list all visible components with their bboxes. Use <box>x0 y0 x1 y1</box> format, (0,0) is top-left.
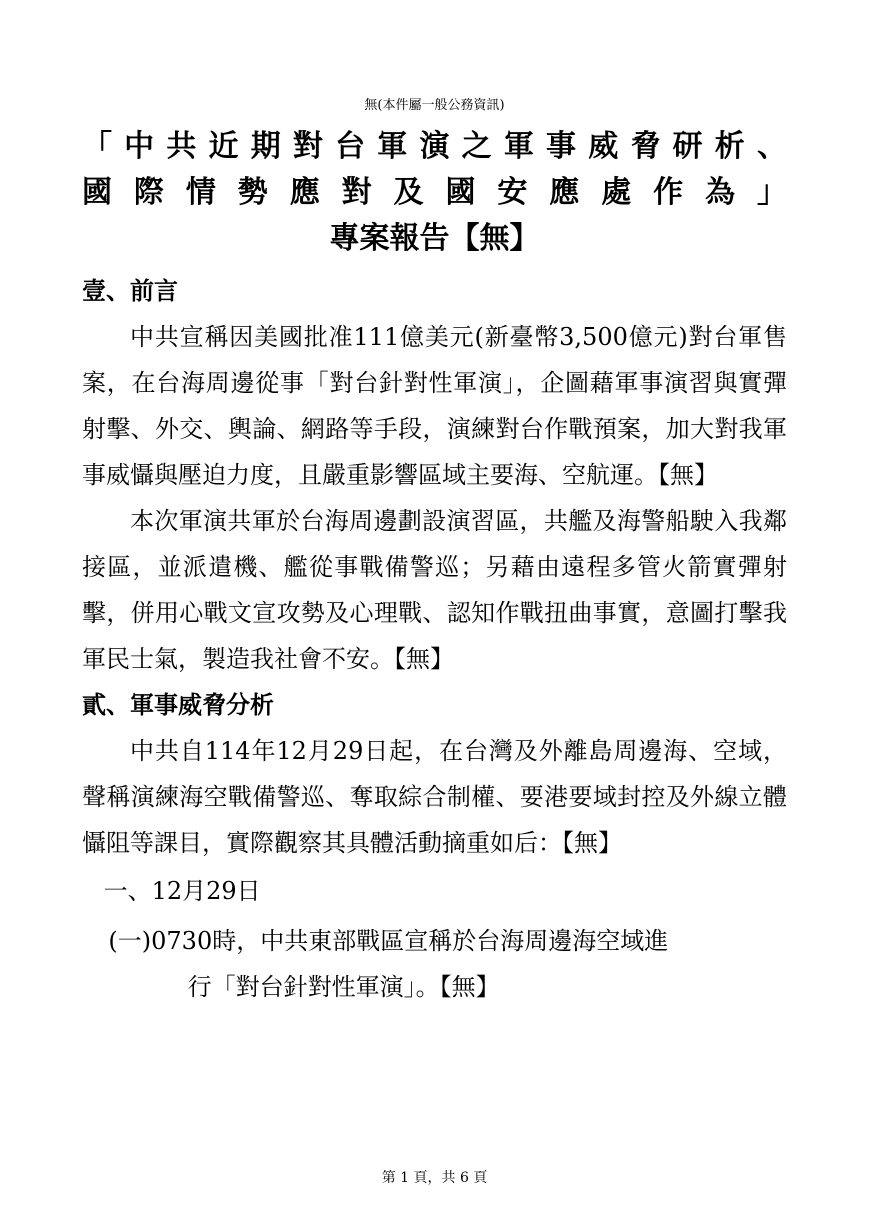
threat-analysis-paragraph-1: 中共自114年12月29日起，在台灣及外離島周邊海、空域，聲稱演練海空戰備警巡、奪取綜合制權、要港要域封控及外線立體懾阻等課目，實際觀察其具體活動摘重如后：【無】 <box>82 737 787 857</box>
preface-paragraph-2: 本次軍演共軍於台海周邊劃設演習區，共艦及海警船駛入我鄰接區，並派遣機、艦從事戰備警巡；另藉由遠程多管火箭實彈射擊，併用心戰文宣攻勢及心理戰、認知作戰扭曲事實，意圖打擊我軍民士氣，製造我社會不安。【無】 <box>82 507 787 673</box>
classification-header: 無(本件屬一般公務資訊) <box>364 98 505 113</box>
title-line-2: 國際情勢應對及國安應處作為」 <box>82 175 787 210</box>
list-item-1 <box>82 918 787 1010</box>
title-line-3: 專案報告【無】 <box>329 221 540 256</box>
section-heading-threat-analysis: 貳、軍事威脅分析 <box>82 690 274 719</box>
list-item-1-lead: (一)0730時，中共東部戰區宣稱於台海周邊海空域進 <box>108 927 669 955</box>
report-body <box>82 268 787 1010</box>
section-heading-preface: 壹、前言 <box>82 276 178 305</box>
title-line-1: 「中共近期對台軍演之軍事威脅研析、 <box>82 129 787 164</box>
subheading-dec-29: 一、12月29日 <box>103 877 261 905</box>
page-footer: 第 1 頁，共 6 頁 <box>381 1170 488 1186</box>
preface-paragraph-1: 中共宣稱因美國批准111億美元(新臺幣3,500億元)對台軍售案，在台海周邊從事「對台針對性軍演」，企圖藉軍事演習與實彈射擊、外交、輿論、網路等手段，演練對台作戰預案，加大對我軍事威懾與壓迫力度，且嚴重影響區域主要海、空航運。【無】 <box>82 323 787 489</box>
report-title <box>82 124 787 262</box>
list-item-1-continuation: 行「對台針對性軍演」。【無】 <box>187 973 500 1001</box>
